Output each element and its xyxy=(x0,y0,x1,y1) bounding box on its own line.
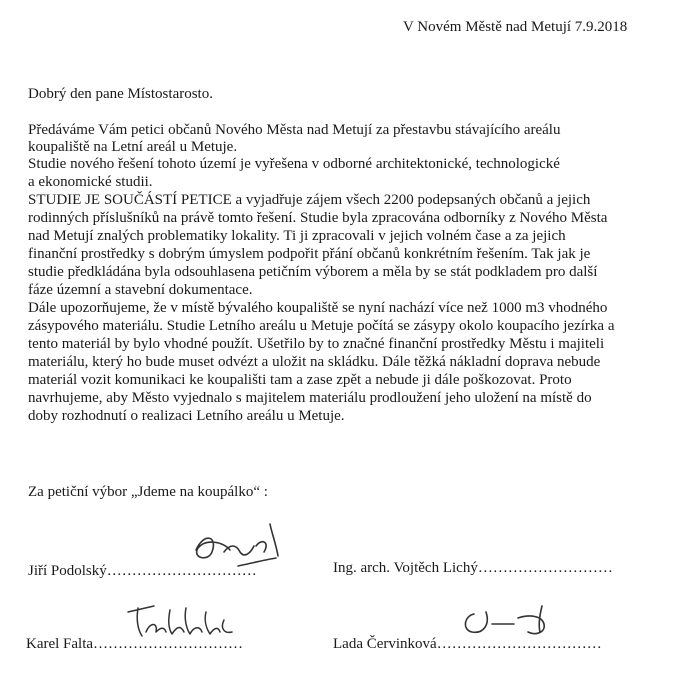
body-line: Studie nového řešení tohoto území je vyřešena v odborné architektonické, technologické xyxy=(28,156,560,172)
signatory-name: Lada Červinková…………………………… xyxy=(333,636,602,652)
greeting: Dobrý den pane Místostarosto. xyxy=(28,86,213,102)
body-line: rodinných příslušníků na právě tomto řešení. Studie byla zpracována odborníky z Nového Města xyxy=(28,210,608,226)
signature-lichy xyxy=(456,592,576,642)
signature-podolsky xyxy=(178,512,298,582)
body-line: zásypového materiálu. Studie Letního areálu u Metuje počítá se zásypy okolo koupacího jezírka a xyxy=(28,318,615,334)
body-line: a ekonomické studii. xyxy=(28,174,153,190)
body-line: finanční prostředky s dobrým úmyslem podpořit přání občanů konkrétním řešením. Tak jak je xyxy=(28,246,591,262)
place-date: V Novém Městě nad Metují 7.9.2018 xyxy=(403,19,628,35)
body-line: fáze územní a stavební dokumentace. xyxy=(28,282,253,298)
body-line: materiál vozit komunikaci ke koupališti tam a zase zpět a nebude ji dále poškozovat. Proto xyxy=(28,372,572,388)
body-line: Předáváme Vám petici občanů Nového Města nad Metují za přestavbu stávajícího areálu xyxy=(28,122,561,138)
signatory-name: Ing. arch. Vojtěch Lichý……………………… xyxy=(333,560,613,576)
body-line: studie předkládána byla odsouhlasena petičním výborem a měla by se stát podkladem pro další xyxy=(28,264,598,280)
body-line: nad Metují znalých problematiky lokality. Ti ji zpracovali v jejich volném čase a za jejich xyxy=(28,228,566,244)
committee-label: Za petiční výbor „Jdeme na koupálko“ : xyxy=(28,484,268,500)
signatory-name: Karel Falta………………………… xyxy=(26,636,244,652)
body-line: Dále upozorňujeme, že v místě bývalého koupaliště se nyní nachází více než 1000 m3 vhodného xyxy=(28,300,608,316)
signature-falta xyxy=(120,598,250,646)
body-line: materiálu, který ho bude muset odvézt a uložit na skládku. Dále těžká nákladní doprava nebude xyxy=(28,354,601,370)
signatory-name: Jiří Podolský………………………… xyxy=(28,563,257,579)
body-line: koupaliště na Letní areál u Metuje. xyxy=(28,139,238,155)
body-line: navrhujeme, aby Město vyjednalo s majitelem materiálu prodloužení jeho uložení na místě do xyxy=(28,390,592,406)
body-line: STUDIE JE SOUČÁSTÍ PETICE a vyjadřuje zájem všech 2200 podepsaných občanů a jejich xyxy=(28,192,591,208)
body-line: tento materiál by bylo vhodné použít. Ušetřilo by to značné finanční prostředky Městu i majiteli xyxy=(28,336,605,352)
body-line: doby rozhodnutí o realizaci Letního areálu u Metuje. xyxy=(28,408,345,424)
